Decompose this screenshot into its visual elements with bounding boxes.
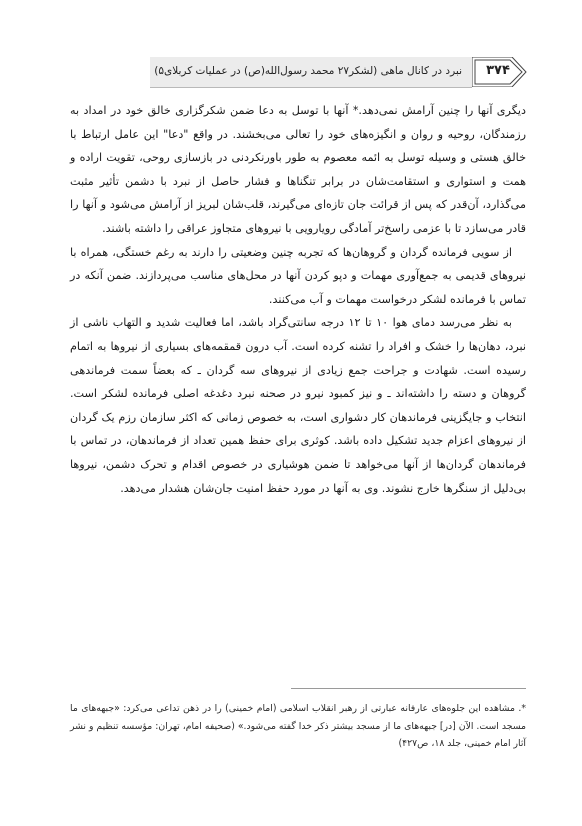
main-text [70, 99, 526, 500]
paragraph-3: به نظر می‌رسد دمای هوا ۱۰ تا ۱۲ درجه سانتی‌گراد باشد، اما فعالیت شدید و التهاب ناشی از نبرد، دهان‌ها را خشک و افراد را تشنه کرده است. آب درون قمقمه‌های بسیاری از نیروها به اتمام رسیده است. شهادت و جراحت جمع زیادی از نیروهای سه گردان ـ که بعضاً سمت فرماندهی گروهان و دسته را داشته‌اند ـ و نیز کمبود نیرو در صحنه نبرد دغدغه اصلی فرمانده لشکر است. انتخاب و جایگزینی فرماندهان کار دشواری است، به خصوص زمانی که اکثر سازمان رزم یک گردان از نیروهای اعزام جدید تشکیل داده باشد. کوثری برای حفظ همین تعداد از فرماندهان، در تماس با فرماندهان گردان‌ها از آنها می‌خواهد تا ضمن هوشیاری در خصوص اقدام و تحرک دشمن، نیروها بی‌دلیل از سنگرها خارج نشوند. وی به آنها در مورد حفظ امنیت جان‌شان هشدار می‌دهد. [70, 316, 526, 495]
running-header [150, 57, 528, 87]
running-title: نبرد در کانال ماهی (لشکر۲۷ محمد رسول‌الله(ص) در عملیات کربلای۵) [154, 65, 462, 77]
paragraph-2: از سویی فرمانده گردان و گروهان‌ها که تجربه چنین وضعیتی را دارند به رغم خستگی، همراه با نیروهای قدیمی به جمع‌آوری مهمات و دپو کردن آنها در محل‌های مناسب می‌پردازند. ضمن آنکه در تماس با فرمانده لشکر درخواست مهمات و آب می‌کنند. [70, 245, 526, 306]
page-number: ۳۷۴ [486, 63, 510, 78]
footnote-text: *. مشاهده این جلوه‌های عارفانه عبارتی از رهبر انقلاب اسلامی (امام خمینی) را در ذهن تداعی می‌کرد: «جبهه‌های ما مسجد است. الآن [در] جبهه‌های ما از مسجد بیشتر ذکر خدا گفته می‌شود.» (صحیفه امام، تهران: مؤسسه تنظیم و نشر آثار امام خمینی، جلد ۱۸، ص۴۲۷) [70, 703, 526, 749]
page-number-badge [472, 57, 528, 87]
paragraph-1: دیگری آنها را چنین آرامش نمی‌دهد.* آنها با توسل به دعا ضمن شکرگزاری خالق خود در امداد به رزمندگان، روحیه و روان و انگیزه‌های خود را تعالی می‌بخشند. در واقع "دعا" این عامل ارتباط با خالق هستی و وسیله توسل به ائمه معصوم به طور باورنکردنی در بازسازی روحی، تقویت اراده و همت و استواری و استقامت‌شان در برابر تنگناها و فشار حاصل از نبرد با دشمن تأثیر مثبت می‌گذارد، آن‌قدر که پس از قرائت جان تازه‌ای می‌گیرند، قلب‌شان لبریز از آرامش می‌شود و آنها را قادر می‌سازد تا با عزمی راسخ‌تر آمادگی رویارویی با نیروهای متجاوز عراقی را داشته باشند. [70, 104, 526, 235]
header-bar [150, 57, 472, 88]
footnote-divider [291, 688, 526, 689]
footnote [70, 700, 526, 753]
